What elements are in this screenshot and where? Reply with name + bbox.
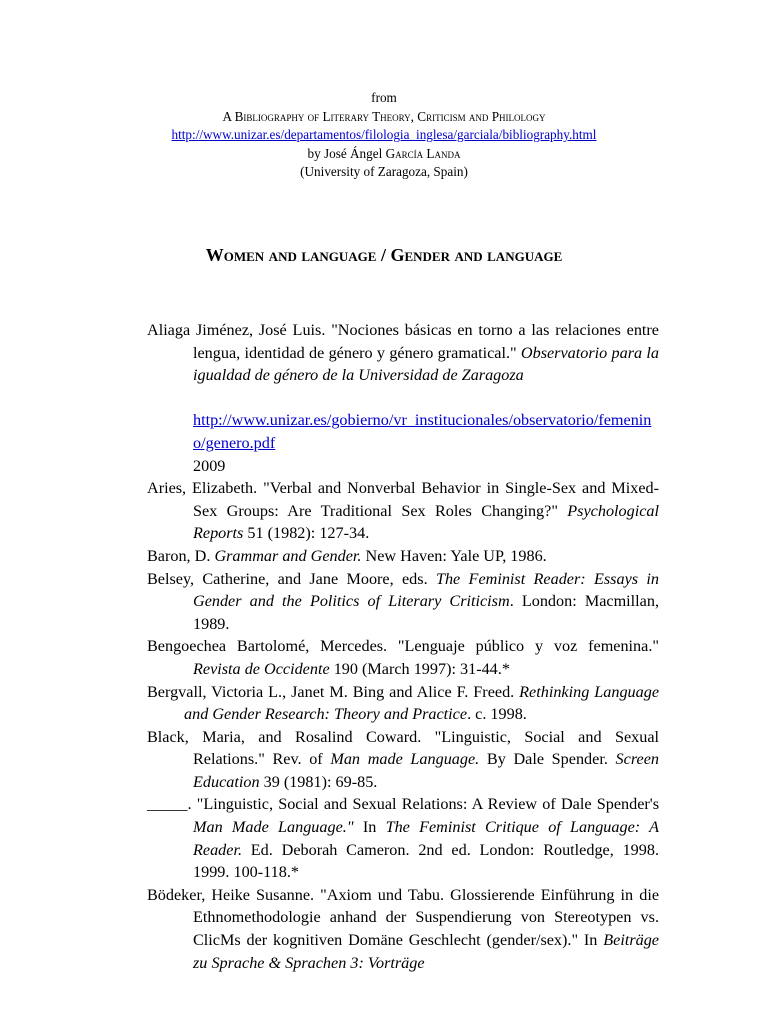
bibliography-entries <box>147 319 659 974</box>
affiliation: (University of Zaragoza, Spain) <box>300 164 468 180</box>
entry-aliaga-url[interactable]: http://www.unizar.es/gobierno/vr_institucionales/observatorio/femenino/genero.pdf <box>193 411 652 452</box>
source-header <box>0 89 768 182</box>
entry-belsey: Belsey, Catherine, and Jane Moore, eds. The Feminist Reader: Essays in Gender and the Politics of Literary Criticism. London: Macmillan, 1989. <box>147 569 659 633</box>
author-line: by José Ángel García Landa <box>307 145 461 161</box>
entry-black-review: _____. "Linguistic, Social and Sexual Relations: A Review of Dale Spender's Man Made Language." In The Feminist Critique of Language: A Reader. Ed. Deborah Cameron. 2nd ed. London: Routledge, 1998. 1999. 100-118.* <box>147 795 660 882</box>
bibliography-url[interactable]: http://www.unizar.es/departamentos/filologia_inglesa/garciala/bibliography.html <box>171 127 597 143</box>
entry-bergvall: Bergvall, Victoria L., Janet M. Bing and Alice F. Freed. Rethinking Language and Gender Research: Theory and Practice. c. 1998. <box>147 682 660 724</box>
entry-black: Black, Maria, and Rosalind Coward. "Linguistic, Social and Sexual Relations." Rev. of Man made Language. By Dale Spender. Screen Education 39 (1981): 69-85. <box>147 727 659 791</box>
entry-bengoechea: Bengoechea Bartolomé, Mercedes. "Lenguaje público y voz femenina." Revista de Occidente 190 (March 1997): 31-44.* <box>147 637 659 678</box>
entry-bodeker: Bödeker, Heike Susanne. "Axiom und Tabu. Glossierende Einführung in die Ethnomethodologie anhand der Suspendierung von Stereotypen vs. ClicMs der kognitiven Domäne Geschlecht (gender/sex)." In Beiträge zu Sprache & Sprachen 3: Vorträge <box>147 885 659 972</box>
entry-baron: Baron, D. Grammar and Gender. New Haven: Yale UP, 1986. <box>147 546 547 565</box>
page-title: Women and language / Gender and language <box>205 245 563 265</box>
bibliography-title: A Bibliography of Literary Theory, Criticism and Philology <box>222 108 546 124</box>
entry-aliaga-year: 2009 <box>193 456 226 475</box>
from-line: from <box>371 90 397 105</box>
author-name: García Landa <box>385 145 461 161</box>
entry-aliaga: Aliaga Jiménez, José Luis. "Nociones básicas en torno a las relaciones entre lengua, identidad de género y género gramatical." Observatorio para la igualdad de género de la Universidad de Zaragoza <box>147 321 659 385</box>
entry-aries: Aries, Elizabeth. "Verbal and Nonverbal Behavior in Single-Sex and Mixed-Sex Groups: Are Traditional Sex Roles Changing?" Psychological Reports 51 (1982): 127-34. <box>147 479 659 543</box>
